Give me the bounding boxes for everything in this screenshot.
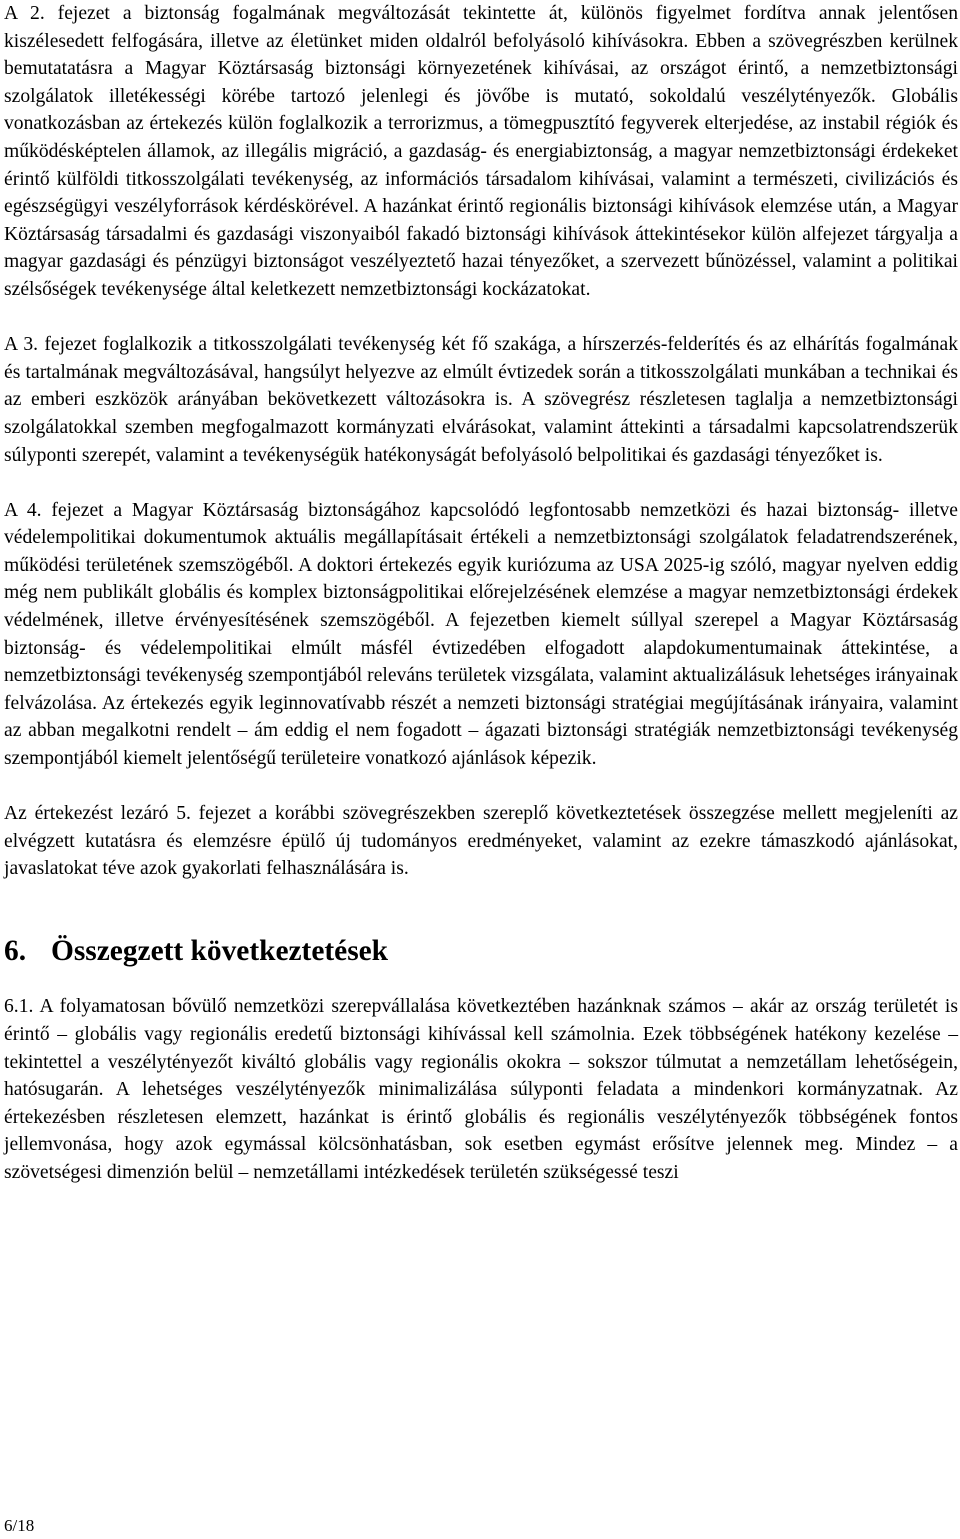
paragraph-chapter-2-summary: A 2. fejezet a biztonság fogalmának megváltozását tekintette át, különös figyelmet fordítva annak jelentősen kiszélesedett felfogására, illetve az életünket miden oldalról befolyásoló kihívásokra. Ebben a szövegrészben kerülnek bemutatatásra a Magyar Köztársaság biztonsági környezetének kihívásai, az országot érintő, a nemzetbiztonsági szolgálatok illetékességi körébe tartozó jelenlegi és jövőbe is mutató, sokoldalú veszélytényezők. Globális vonatkozásban az értekezés külön foglalkozik a terrorizmus, a tömegpusztító fegyverek elterjedése, az instabil régiók és működésképtelen államok, az illegális migráció, a gazdaság- és energiabiztonság, a magyar nemzetbiztonsági érdekeket érintő külföldi titkosszolgálati tevékenység, az információs társadalom kihívásai, valamint a természeti, civilizációs és egészségügyi veszélyforrások kérdéskörével. A hazánkat érintő regionális biztonsági kihívások elemzése után, a Magyar Köztársaság társadalmi és gazdasági viszonyaiból fakadó biztonsági kihívások áttekintésekor külön alfejezet tárgyalja a magyar gazdasági és pénzügyi biztonságot veszélyeztető hazai tényezőket, a szervezett bűnözéssel, valamint a politikai szélsőségek tevékenysége által keletkezett nemzetbiztonsági kockázatokat.	[4, 3, 958, 300]
document-page	[4, 0, 958, 1187]
paragraph-spacer	[4, 304, 958, 332]
paragraph-spacer	[4, 911, 958, 939]
section-heading-number: 6.	[4, 935, 27, 968]
paragraph-spacer	[4, 773, 958, 801]
paragraph-chapter-4-summary: A 4. fejezet a Magyar Köztársaság biztonságához kapcsolódó legfontosabb nemzetközi és hazai biztonság- illetve védelempolitikai dokumentumok aktuális megállapításait értékeli a nemzetbiztonsági szolgálatok feladatrendszerének, működési területének szemszögéből. A doktori értekezés egyik kuriózuma az USA 2025-ig szóló, magyar nyelven eddig még nem publikált globális és komplex biztonságpolitikai előrejelzésének elemzése a magyar nemzetbiztonsági érdekek védelmének, illetve érvényesítésének szemszögéből. A fejezetben kiemelt súllyal szerepel a Magyar Köztársaság biztonság- és védelempolitikai elmúlt másfél évtizedében elfogadott alapdokumentumainak áttekintése, a nemzetbiztonsági tevékenység szempontjából releváns területek vizsgálata, valamint aktualizálásuk lehetséges irányainak felvázolása. Az értekezés egyik leginnovatívabb részét a nemzeti biztonsági stratégiai megújításának irányaira, valamint az abban megalkotni rendelt – ám eddig el nem fogadott – ágazati biztonsági stratégiák nemzetbiztonsági tevékenység szempontjából kiemelt jelentőségű területeire vonatkozó ajánlások képezik.	[4, 499, 958, 770]
paragraph-spacer	[4, 966, 958, 994]
paragraph-spacer	[4, 883, 958, 911]
paragraph-spacer	[4, 469, 958, 497]
paragraph-chapter-5-summary: Az értekezést lezáró 5. fejezet a korábbi szövegrészekben szereplő következtetések összegzése mellett megjeleníti az elvégzett kutatásra és elemzésre épülő új tudományos eredményeket, valamint az ezekre támaszkodó ajánlásokat, javaslatokat téve azok gyakorlati felhasználására is.	[4, 803, 958, 880]
section-heading-title: Összegzett következtetések	[51, 935, 389, 968]
paragraph-conclusion-6-1: 6.1. A folyamatosan bővülő nemzetközi szerepvállalása következtében hazánknak számos – akár az ország területét is érintő – globális vagy regionális eredetű biztonsági kihívással kell számolnia. Ezek többségének hatékony kezelése – tekintettel a veszélytényezőt kiváltó globális vagy regionális okokra – sokszor túlmutat a nemzetállam lehetőségein, hatósugarán. A lehetséges veszélytényezők minimalizálása súlyponti feladata a mindenkori kormányzatnak. Az értekezésben részletesen elemzett, hazánkat is érintő globális és regionális veszélytényezők többségének fontos jellemvonása, hogy azok egymással kölcsönhatásban, sok esetben egymást erősítve jelennek meg. Mindez – a szövetségesi dimenzión belül – nemzetállami intézkedések területén szükségessé teszi	[4, 996, 958, 1183]
page-number: 6/18	[4, 1516, 35, 1535]
paragraph-chapter-3-summary: A 3. fejezet foglalkozik a titkosszolgálati tevékenység két fő szakága, a hírszerzés-felderítés és az elhárítás fogalmának és tartalmának megváltozásával, hangsúlyt helyezve az elmúlt évtizedek során a titkosszolgálati munkában a technikai és az emberi eszközök arányában bekövetkezett változásokra is. A szövegrész részletesen taglalja a nemzetbiztonsági szolgálatokkal szemben megfogalmazott kormányzati elvárásokat, valamint áttekinti a társadalmi kapcsolatrendszerük súlyponti szerepét, valamint a tevékenységük hatékonyságát befolyásoló belpolitikai és gazdasági tényezőket is.	[4, 334, 958, 466]
section-heading	[4, 935, 958, 968]
